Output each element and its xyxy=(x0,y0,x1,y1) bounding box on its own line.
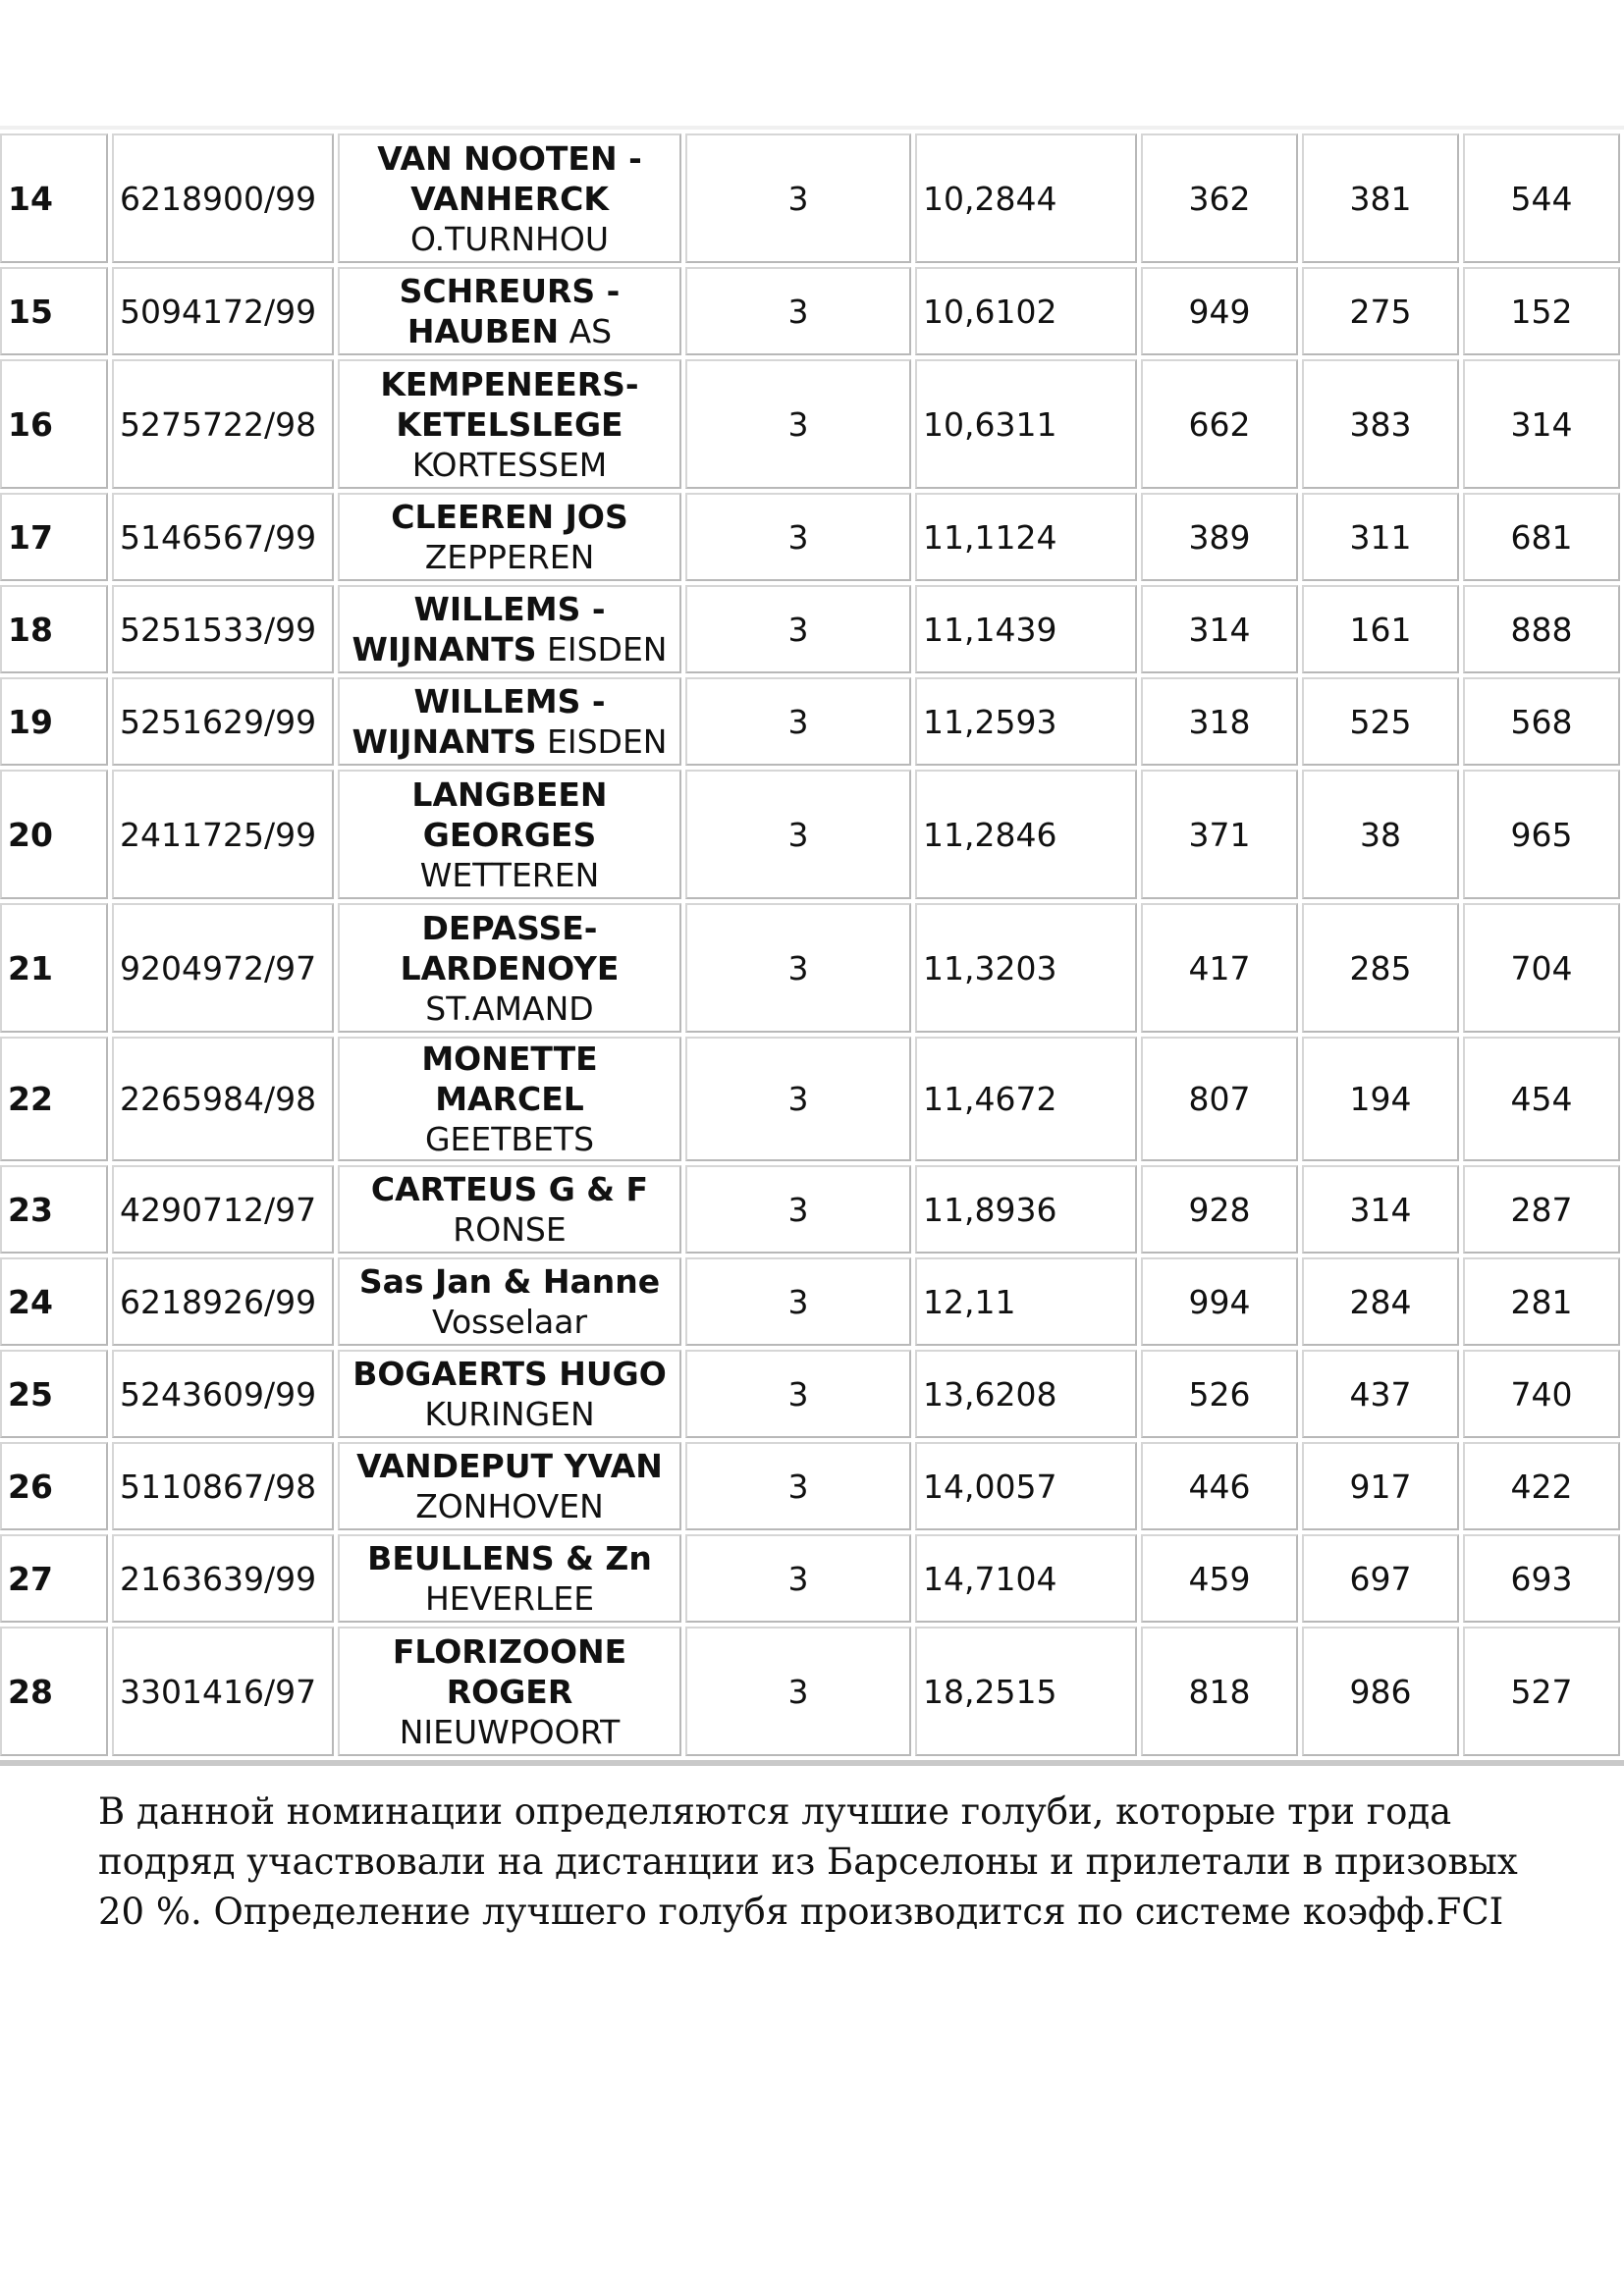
fancier-location: EISDEN xyxy=(547,722,668,761)
place-result-1-cell: 928 xyxy=(1141,1165,1298,1254)
place-result-2-cell: 383 xyxy=(1302,359,1459,489)
fancier-cell xyxy=(338,585,681,673)
place-result-2-cell: 285 xyxy=(1302,903,1459,1033)
place-result-2-cell: 917 xyxy=(1302,1442,1459,1530)
ring-number-cell: 5110867/98 xyxy=(112,1442,334,1530)
place-result-3-cell: 568 xyxy=(1463,677,1620,766)
place-result-3-cell: 314 xyxy=(1463,359,1620,489)
place-result-1-cell: 949 xyxy=(1141,267,1298,355)
coefficient-cell: 11,2846 xyxy=(915,770,1137,899)
place-result-1-cell: 362 xyxy=(1141,133,1298,263)
ring-number-cell: 5251533/99 xyxy=(112,585,334,673)
races-count-cell: 3 xyxy=(685,1350,911,1438)
coefficient-cell: 10,6311 xyxy=(915,359,1137,489)
fancier-location: KORTESSEM xyxy=(411,445,608,484)
rank-cell: 28 xyxy=(0,1627,108,1756)
table-row xyxy=(0,677,1620,766)
place-result-3-cell: 965 xyxy=(1463,770,1620,899)
table-row xyxy=(0,1534,1620,1623)
fancier-location: NIEUWPOORT xyxy=(399,1712,621,1751)
races-count-cell: 3 xyxy=(685,903,911,1033)
fancier-name: BEULLENS & Zn xyxy=(367,1539,652,1577)
coefficient-cell: 18,2515 xyxy=(915,1627,1137,1756)
place-result-1-cell: 662 xyxy=(1141,359,1298,489)
races-count-cell: 3 xyxy=(685,493,911,581)
place-result-3-cell: 888 xyxy=(1463,585,1620,673)
coefficient-cell: 10,2844 xyxy=(915,133,1137,263)
table-row xyxy=(0,585,1620,673)
rank-cell: 16 xyxy=(0,359,108,489)
place-result-1-cell: 371 xyxy=(1141,770,1298,899)
fancier-cell xyxy=(338,1442,681,1530)
place-result-3-cell: 740 xyxy=(1463,1350,1620,1438)
coefficient-cell: 11,1124 xyxy=(915,493,1137,581)
races-count-cell: 3 xyxy=(685,1442,911,1530)
fancier-location: RONSE xyxy=(453,1210,567,1249)
table-row xyxy=(0,1257,1620,1346)
results-table-wrapper xyxy=(0,126,1624,1766)
coefficient-cell: 11,3203 xyxy=(915,903,1137,1033)
place-result-2-cell: 311 xyxy=(1302,493,1459,581)
fancier-name: LANGBEEN GEORGES xyxy=(411,774,608,854)
fancier-name: Sas Jan & Hanne xyxy=(358,1262,661,1301)
rank-cell: 21 xyxy=(0,903,108,1033)
rank-cell: 15 xyxy=(0,267,108,355)
races-count-cell: 3 xyxy=(685,267,911,355)
rank-cell: 26 xyxy=(0,1442,108,1530)
coefficient-cell: 13,6208 xyxy=(915,1350,1137,1438)
coefficient-cell: 12,11 xyxy=(915,1257,1137,1346)
ring-number-cell: 5243609/99 xyxy=(112,1350,334,1438)
fancier-location: HEVERLEE xyxy=(424,1579,595,1618)
table-row xyxy=(0,1627,1620,1756)
races-count-cell: 3 xyxy=(685,677,911,766)
place-result-1-cell: 818 xyxy=(1141,1627,1298,1756)
coefficient-cell: 11,2593 xyxy=(915,677,1137,766)
fancier-name: VANDEPUT YVAN xyxy=(356,1447,663,1485)
fancier-name: DEPASSE-LARDENOYE xyxy=(400,908,620,988)
place-result-3-cell: 681 xyxy=(1463,493,1620,581)
fancier-name: BOGAERTS HUGO xyxy=(352,1355,667,1393)
ring-number-cell: 2163639/99 xyxy=(112,1534,334,1623)
ring-number-cell: 6218926/99 xyxy=(112,1257,334,1346)
ring-number-cell: 4290712/97 xyxy=(112,1165,334,1254)
place-result-1-cell: 807 xyxy=(1141,1037,1298,1161)
fancier-location: Vosselaar xyxy=(431,1303,588,1341)
fancier-name: WILLEMS - WIJNANTS xyxy=(352,590,606,668)
place-result-1-cell: 417 xyxy=(1141,903,1298,1033)
results-table-body xyxy=(0,133,1620,1756)
rank-cell: 19 xyxy=(0,677,108,766)
ring-number-cell: 6218900/99 xyxy=(112,133,334,263)
fancier-location: ZEPPEREN xyxy=(424,538,595,576)
fancier-cell xyxy=(338,770,681,899)
rank-cell: 20 xyxy=(0,770,108,899)
place-result-2-cell: 986 xyxy=(1302,1627,1459,1756)
place-result-3-cell: 693 xyxy=(1463,1534,1620,1623)
table-row xyxy=(0,493,1620,581)
place-result-2-cell: 38 xyxy=(1302,770,1459,899)
ring-number-cell: 9204972/97 xyxy=(112,903,334,1033)
place-result-2-cell: 697 xyxy=(1302,1534,1459,1623)
place-result-3-cell: 281 xyxy=(1463,1257,1620,1346)
fancier-cell xyxy=(338,1257,681,1346)
place-result-2-cell: 275 xyxy=(1302,267,1459,355)
place-result-2-cell: 381 xyxy=(1302,133,1459,263)
place-result-3-cell: 704 xyxy=(1463,903,1620,1033)
coefficient-cell: 10,6102 xyxy=(915,267,1137,355)
table-row xyxy=(0,1037,1620,1161)
races-count-cell: 3 xyxy=(685,133,911,263)
fancier-cell xyxy=(338,903,681,1033)
rank-cell: 25 xyxy=(0,1350,108,1438)
rank-cell: 22 xyxy=(0,1037,108,1161)
nomination-note: В данной номинации определяются лучшие голуби, которые три года подряд участвовали на дистанции из Барселоны и прилетали в призовых 20 %. Определение лучшего голубя производится по системе коэфф.FCI xyxy=(98,1790,1518,1933)
table-row xyxy=(0,903,1620,1033)
coefficient-cell: 14,7104 xyxy=(915,1534,1137,1623)
fancier-location: WETTEREN xyxy=(419,855,600,894)
place-result-2-cell: 314 xyxy=(1302,1165,1459,1254)
fancier-name: VAN NOOTEN - VANHERCK xyxy=(377,138,642,218)
races-count-cell: 3 xyxy=(685,1165,911,1254)
table-row xyxy=(0,133,1620,263)
coefficient-cell: 11,4672 xyxy=(915,1037,1137,1161)
fancier-name: MONETTE MARCEL xyxy=(421,1040,598,1118)
fancier-location: KURINGEN xyxy=(424,1395,595,1433)
rank-cell: 18 xyxy=(0,585,108,673)
place-result-3-cell: 287 xyxy=(1463,1165,1620,1254)
fancier-cell xyxy=(338,1037,681,1161)
place-result-2-cell: 284 xyxy=(1302,1257,1459,1346)
table-row xyxy=(0,359,1620,489)
fancier-name: SCHREURS - HAUBEN xyxy=(399,272,621,350)
fancier-cell xyxy=(338,677,681,766)
place-result-1-cell: 459 xyxy=(1141,1534,1298,1623)
table-row xyxy=(0,1165,1620,1254)
place-result-1-cell: 446 xyxy=(1141,1442,1298,1530)
races-count-cell: 3 xyxy=(685,1534,911,1623)
fancier-location: ST.AMAND xyxy=(425,988,594,1028)
coefficient-cell: 11,8936 xyxy=(915,1165,1137,1254)
place-result-1-cell: 526 xyxy=(1141,1350,1298,1438)
rank-cell: 27 xyxy=(0,1534,108,1623)
fancier-name: FLORIZOONE ROGER xyxy=(392,1631,627,1711)
races-count-cell: 3 xyxy=(685,1627,911,1756)
place-result-1-cell: 318 xyxy=(1141,677,1298,766)
place-result-3-cell: 422 xyxy=(1463,1442,1620,1530)
ring-number-cell: 5146567/99 xyxy=(112,493,334,581)
place-result-3-cell: 527 xyxy=(1463,1627,1620,1756)
fancier-cell xyxy=(338,1165,681,1254)
table-row xyxy=(0,1442,1620,1530)
rank-cell: 17 xyxy=(0,493,108,581)
fancier-name: CARTEUS G & F xyxy=(370,1170,649,1208)
ring-number-cell: 3301416/97 xyxy=(112,1627,334,1756)
fancier-cell xyxy=(338,133,681,263)
fancier-location: O.TURNHOU xyxy=(410,219,609,258)
rank-cell: 24 xyxy=(0,1257,108,1346)
table-row xyxy=(0,770,1620,899)
rank-cell: 14 xyxy=(0,133,108,263)
place-result-3-cell: 454 xyxy=(1463,1037,1620,1161)
races-count-cell: 3 xyxy=(685,1037,911,1161)
fancier-cell xyxy=(338,267,681,355)
place-result-2-cell: 525 xyxy=(1302,677,1459,766)
fancier-cell xyxy=(338,1350,681,1438)
place-result-2-cell: 194 xyxy=(1302,1037,1459,1161)
races-count-cell: 3 xyxy=(685,1257,911,1346)
fancier-name: CLEEREN JOS xyxy=(391,498,628,536)
races-count-cell: 3 xyxy=(685,770,911,899)
ring-number-cell: 2411725/99 xyxy=(112,770,334,899)
place-result-1-cell: 994 xyxy=(1141,1257,1298,1346)
table-row xyxy=(0,1350,1620,1438)
rank-cell: 23 xyxy=(0,1165,108,1254)
fancier-cell xyxy=(338,1627,681,1756)
ring-number-cell: 5251629/99 xyxy=(112,677,334,766)
place-result-3-cell: 544 xyxy=(1463,133,1620,263)
races-count-cell: 3 xyxy=(685,585,911,673)
fancier-location: ZONHOVEN xyxy=(415,1487,604,1525)
fancier-cell xyxy=(338,493,681,581)
fancier-cell xyxy=(338,1534,681,1623)
ring-number-cell: 5094172/99 xyxy=(112,267,334,355)
coefficient-cell: 11,1439 xyxy=(915,585,1137,673)
fancier-cell xyxy=(338,359,681,489)
place-result-2-cell: 161 xyxy=(1302,585,1459,673)
fancier-location: AS xyxy=(568,312,613,350)
races-count-cell: 3 xyxy=(685,359,911,489)
coefficient-cell: 14,0057 xyxy=(915,1442,1137,1530)
ring-number-cell: 2265984/98 xyxy=(112,1037,334,1161)
place-result-1-cell: 314 xyxy=(1141,585,1298,673)
results-table xyxy=(0,130,1624,1760)
fancier-name: WILLEMS - WIJNANTS xyxy=(352,682,606,761)
ring-number-cell: 5275722/98 xyxy=(112,359,334,489)
fancier-location: EISDEN xyxy=(547,630,668,668)
place-result-1-cell: 389 xyxy=(1141,493,1298,581)
fancier-location: GEETBETS xyxy=(424,1120,595,1158)
place-result-2-cell: 437 xyxy=(1302,1350,1459,1438)
fancier-name: KEMPENEERS-KETELSLEGE xyxy=(380,364,639,444)
table-row xyxy=(0,267,1620,355)
place-result-3-cell: 152 xyxy=(1463,267,1620,355)
